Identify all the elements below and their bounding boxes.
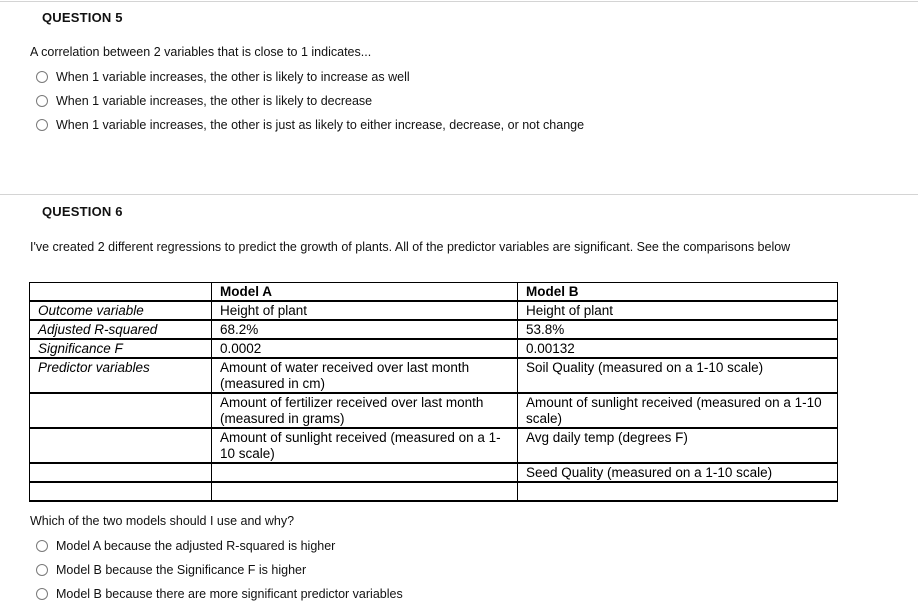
radio-button-icon[interactable] — [36, 564, 48, 576]
table-header-cell — [30, 283, 212, 302]
radio-button-icon[interactable] — [36, 540, 48, 552]
table-cell: Amount of sunlight received (measured on a 1-10 scale) — [518, 394, 838, 429]
table-cell: Amount of sunlight received (measured on a 1-10 scale) — [212, 429, 518, 464]
table-cell: Amount of water received over last month (measured in cm) — [212, 359, 518, 394]
question-divider — [0, 194, 918, 195]
radio-button-icon[interactable] — [36, 71, 48, 83]
question-5-option-2[interactable] — [36, 93, 372, 109]
row-label — [30, 394, 212, 429]
model-comparison-table — [29, 282, 838, 502]
table-row — [30, 464, 838, 483]
row-label: Predictor variables — [30, 359, 212, 394]
option-label: Model B because there are more significant predictor variables — [56, 587, 403, 601]
row-label — [30, 464, 212, 483]
question-6-option-3[interactable] — [36, 586, 403, 602]
table-row — [30, 483, 838, 502]
top-divider — [0, 1, 918, 2]
table-row — [30, 321, 838, 340]
radio-button-icon[interactable] — [36, 119, 48, 131]
question-6-intro: I've created 2 different regressions to predict the growth of plants. All of the predictor variables are significant. See the comparisons below — [30, 240, 791, 254]
row-label: Significance F — [30, 340, 212, 359]
question-5-option-1[interactable] — [36, 69, 410, 85]
row-label — [30, 483, 212, 502]
table-cell: Height of plant — [212, 302, 518, 321]
question-5-option-3[interactable] — [36, 117, 584, 133]
table-row — [30, 302, 838, 321]
row-label: Outcome variable — [30, 302, 212, 321]
table-row — [30, 394, 838, 429]
question-6-prompt: Which of the two models should I use and why? — [30, 514, 295, 528]
option-label: When 1 variable increases, the other is likely to increase as well — [56, 70, 410, 84]
table-cell: Avg daily temp (degrees F) — [518, 429, 838, 464]
table-header-model-a: Model A — [212, 283, 518, 302]
table-cell: Seed Quality (measured on a 1-10 scale) — [518, 464, 838, 483]
table-cell: Height of plant — [518, 302, 838, 321]
table-cell: Soil Quality (measured on a 1-10 scale) — [518, 359, 838, 394]
option-label: Model A because the adjusted R-squared is higher — [56, 539, 336, 553]
table-row — [30, 359, 838, 394]
table-cell — [212, 483, 518, 502]
option-label: When 1 variable increases, the other is just as likely to either increase, decrease, or not change — [56, 118, 585, 132]
radio-button-icon[interactable] — [36, 95, 48, 107]
question-6-title: QUESTION 6 — [42, 204, 123, 219]
row-label: Adjusted R-squared — [30, 321, 212, 340]
radio-button-icon[interactable] — [36, 588, 48, 600]
table-cell — [212, 464, 518, 483]
option-label: When 1 variable increases, the other is likely to decrease — [56, 94, 373, 108]
question-5-prompt: A correlation between 2 variables that is close to 1 indicates... — [30, 45, 372, 59]
option-label: Model B because the Significance F is higher — [56, 563, 307, 577]
table-cell — [518, 483, 838, 502]
row-label — [30, 429, 212, 464]
question-5-title: QUESTION 5 — [42, 10, 123, 25]
table-row — [30, 429, 838, 464]
table-row — [30, 340, 838, 359]
table-cell: 0.0002 — [212, 340, 518, 359]
question-6-option-2[interactable] — [36, 562, 306, 578]
table-cell: Amount of fertilizer received over last month (measured in grams) — [212, 394, 518, 429]
table-cell: 68.2% — [212, 321, 518, 340]
table-cell: 0.00132 — [518, 340, 838, 359]
question-6-option-1[interactable] — [36, 538, 335, 554]
table-cell: 53.8% — [518, 321, 838, 340]
table-header-row — [30, 283, 838, 302]
table-header-model-b: Model B — [518, 283, 838, 302]
